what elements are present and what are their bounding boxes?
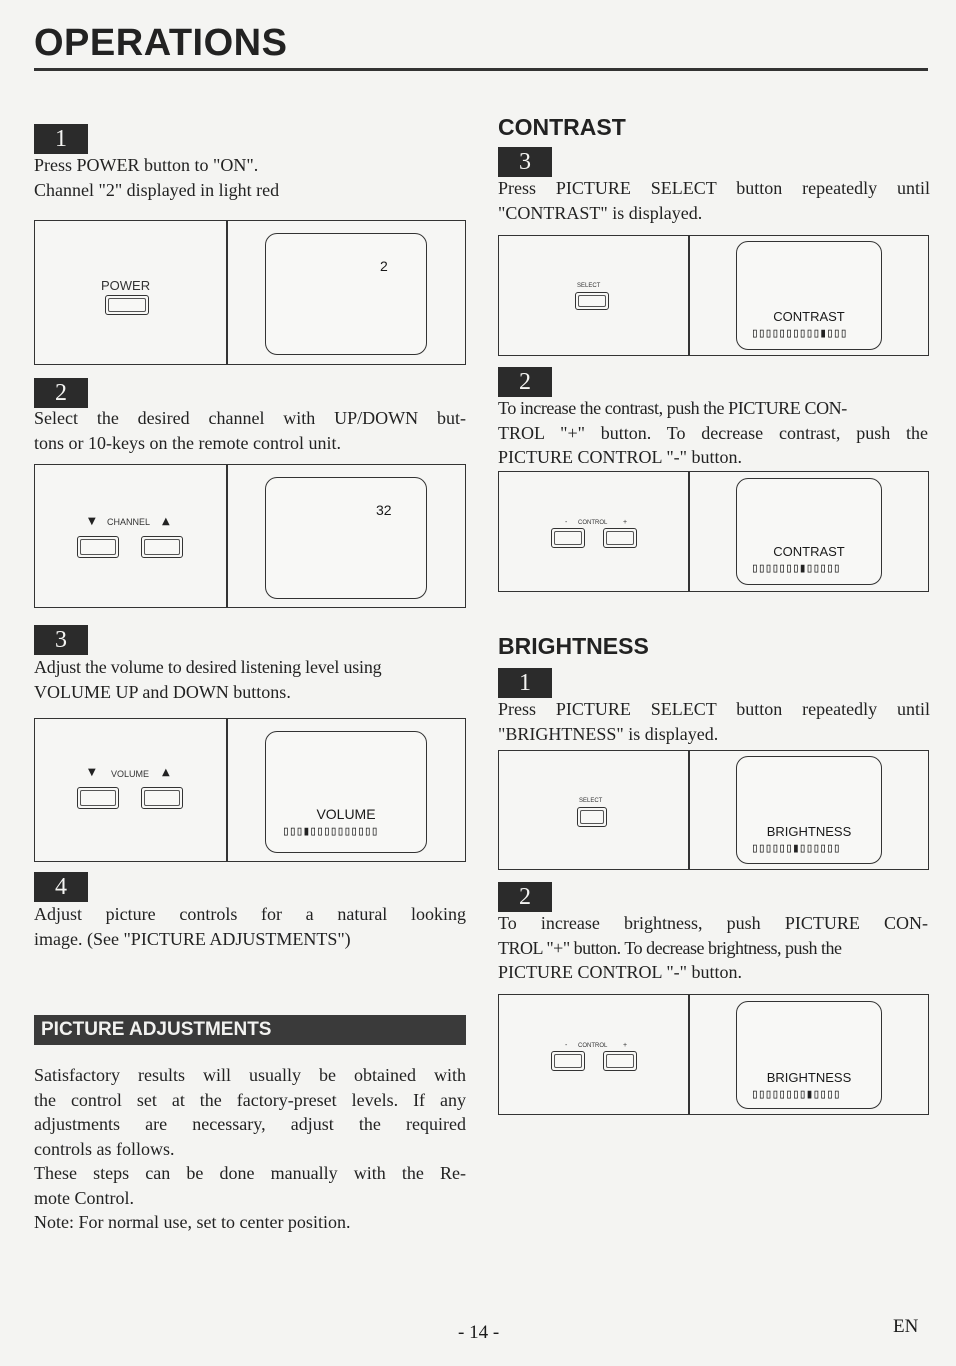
step-badge: 3 bbox=[34, 625, 88, 655]
channel-down-button[interactable] bbox=[77, 536, 119, 558]
button-label: CONTROL bbox=[578, 1043, 608, 1049]
contrast-control-illustration bbox=[498, 471, 929, 592]
contrast-heading: CONTRAST bbox=[498, 114, 626, 140]
power-button[interactable] bbox=[105, 295, 149, 315]
picture-select-button[interactable] bbox=[577, 807, 607, 827]
step-badge: 2 bbox=[498, 367, 552, 397]
text-line: tons or 10-keys on the remote control unit. bbox=[34, 432, 341, 453]
text-line: VOLUME UP and DOWN buttons. bbox=[34, 681, 291, 702]
text-line: image. (See "PICTURE ADJUSTMENTS") bbox=[34, 928, 351, 949]
step2-instructions bbox=[34, 406, 466, 455]
step-badge: 2 bbox=[34, 378, 88, 408]
text-line: adjustments are necessary, adjust the required bbox=[34, 1114, 466, 1134]
panel-divider bbox=[226, 221, 228, 364]
brightness-level-bar: ▯▯▯▯▯▯▮▯▯▯▯▯▯ bbox=[751, 841, 840, 856]
button-label: CHANNEL bbox=[107, 517, 151, 527]
tv-screen bbox=[265, 731, 427, 853]
text-line: Channel "2" displayed in light red bbox=[34, 179, 280, 200]
button-label: POWER bbox=[101, 278, 151, 293]
text-line: Adjust the volume to desired listening level using bbox=[34, 657, 382, 677]
contrast-step2-instructions bbox=[498, 396, 928, 470]
contrast-display-label: CONTRAST bbox=[773, 544, 845, 559]
text-line: TROL "+" button. To decrease brightness, push the bbox=[498, 937, 842, 958]
text-line: Press PICTURE SELECT button repeatedly until bbox=[498, 178, 930, 198]
down-arrow-icon: ▼ bbox=[88, 516, 96, 527]
volume-level-bar: ▯▯▯▮▯▯▯▯▯▯▯▯▯▯ bbox=[282, 824, 378, 839]
tv-screen bbox=[265, 477, 427, 599]
tv-screen bbox=[265, 233, 427, 355]
tv-screen bbox=[736, 756, 882, 864]
page-title: OPERATIONS bbox=[34, 22, 288, 64]
volume-display-label: VOLUME bbox=[316, 806, 376, 822]
text-line: mote Control. bbox=[34, 1187, 134, 1208]
text-line: PICTURE CONTROL "-" button. bbox=[498, 447, 743, 467]
text-line: To increase the contrast, push the PICTURE CON- bbox=[498, 398, 847, 418]
contrast-display-label: CONTRAST bbox=[773, 309, 845, 324]
minus-label: - bbox=[565, 519, 568, 526]
language-code: EN bbox=[893, 1316, 919, 1337]
text-line: Press POWER button to "ON". bbox=[34, 155, 259, 175]
tv-screen bbox=[736, 1001, 882, 1109]
panel-divider bbox=[688, 236, 690, 355]
minus-label: - bbox=[565, 1042, 568, 1049]
brightness-display-label: BRIGHTNESS bbox=[766, 1070, 852, 1085]
up-arrow-icon: ▲ bbox=[162, 767, 170, 778]
contrast-step3-instructions bbox=[498, 176, 930, 225]
picture-select-button[interactable] bbox=[575, 292, 609, 310]
text-line: These steps can be done manually with the Re- bbox=[34, 1163, 466, 1183]
contrast-level-bar: ▯▯▯▯▯▯▯▮▯▯▯▯▯ bbox=[751, 561, 840, 576]
button-label: CONTROL bbox=[578, 520, 608, 526]
brightness-heading: BRIGHTNESS bbox=[498, 633, 649, 659]
text-line: Adjust picture controls for a natural looking bbox=[34, 904, 466, 924]
button-label: VOLUME bbox=[111, 769, 150, 779]
step-badge: 3 bbox=[498, 147, 552, 177]
up-arrow-icon: ▲ bbox=[162, 516, 170, 527]
channel-display: 32 bbox=[376, 502, 392, 518]
tv-screen bbox=[736, 478, 882, 585]
brightness-display-label: BRIGHTNESS bbox=[766, 824, 852, 839]
text-line: "BRIGHTNESS" is displayed. bbox=[498, 723, 719, 744]
title-rule bbox=[34, 68, 928, 71]
step4-instructions bbox=[34, 902, 466, 951]
channel-display: 2 bbox=[380, 258, 388, 274]
panel-divider bbox=[226, 719, 228, 861]
text-line: the control set at the factory-preset levels. If any bbox=[34, 1089, 466, 1110]
power-illustration bbox=[34, 220, 466, 365]
picture-control-minus-button[interactable] bbox=[551, 1051, 585, 1071]
plus-label: + bbox=[623, 1042, 628, 1049]
brightness-step1-instructions bbox=[498, 697, 930, 746]
volume-up-button[interactable] bbox=[141, 787, 183, 809]
step-badge: 2 bbox=[498, 882, 552, 912]
brightness-select-illustration bbox=[498, 750, 929, 870]
volume-down-button[interactable] bbox=[77, 787, 119, 809]
contrast-level-bar: ▯▯▯▯▯▯▯▯▯▯▮▯▯▯ bbox=[751, 326, 847, 341]
text-line: PICTURE CONTROL "-" button. bbox=[498, 962, 743, 982]
step1-instructions bbox=[34, 153, 466, 202]
volume-illustration bbox=[34, 718, 466, 862]
button-label: SELECT bbox=[577, 283, 601, 289]
channel-illustration bbox=[34, 464, 466, 608]
panel-divider bbox=[688, 472, 690, 591]
panel-divider bbox=[688, 995, 690, 1114]
text-line: To increase brightness, push PICTURE CON- bbox=[498, 913, 928, 933]
step-badge: 1 bbox=[498, 668, 552, 698]
step-badge: 1 bbox=[34, 124, 88, 154]
plus-label: + bbox=[623, 519, 628, 526]
picture-control-plus-button[interactable] bbox=[603, 528, 637, 548]
text-line: "CONTRAST" is displayed. bbox=[498, 202, 703, 223]
text-line: controls as follows. bbox=[34, 1138, 175, 1159]
page-number: - 14 - bbox=[458, 1322, 500, 1343]
text-line: TROL "+" button. To decrease contrast, push the bbox=[498, 422, 928, 443]
panel-divider bbox=[688, 751, 690, 869]
down-arrow-icon: ▼ bbox=[88, 767, 96, 778]
tv-screen bbox=[736, 241, 882, 350]
section-heading: PICTURE ADJUSTMENTS bbox=[34, 1015, 466, 1045]
contrast-select-illustration bbox=[498, 235, 929, 356]
step-badge: 4 bbox=[34, 872, 88, 902]
step3-instructions bbox=[34, 655, 474, 704]
button-label: SELECT bbox=[579, 798, 603, 804]
text-line: Note: For normal use, set to center position. bbox=[34, 1212, 351, 1232]
picture-control-plus-button[interactable] bbox=[603, 1051, 637, 1071]
picture-control-minus-button[interactable] bbox=[551, 528, 585, 548]
text-line: Satisfactory results will usually be obtained with bbox=[34, 1065, 466, 1085]
text-line: Press PICTURE SELECT button repeatedly until bbox=[498, 699, 930, 719]
brightness-control-illustration bbox=[498, 994, 929, 1115]
picture-adjustments-text bbox=[34, 1063, 466, 1235]
channel-up-button[interactable] bbox=[141, 536, 183, 558]
panel-divider bbox=[226, 465, 228, 607]
brightness-level-bar: ▯▯▯▯▯▯▯▯▮▯▯▯▯ bbox=[751, 1087, 840, 1102]
text-line: Select the desired channel with UP/DOWN but- bbox=[34, 408, 466, 428]
brightness-step2-instructions bbox=[498, 911, 928, 985]
